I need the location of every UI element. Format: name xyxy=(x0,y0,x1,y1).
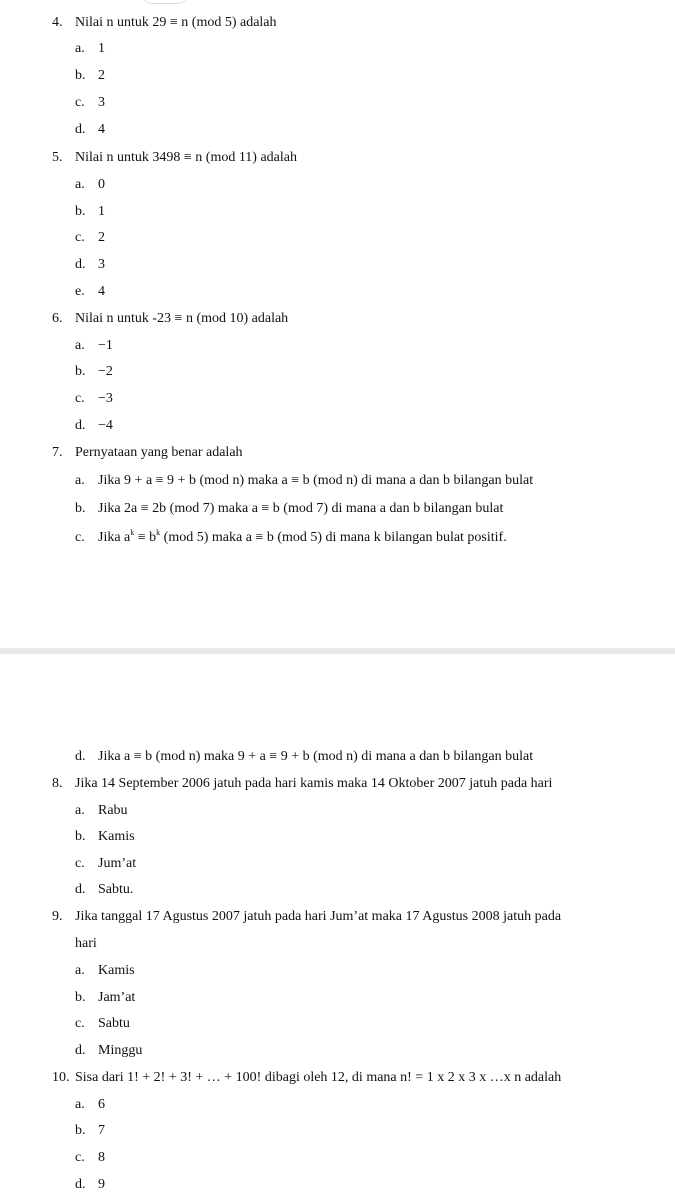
q6-option-c xyxy=(75,390,113,408)
question-text: Pernyataan yang benar adalah xyxy=(75,445,243,460)
superscript: k xyxy=(130,528,135,537)
question-4 xyxy=(52,14,277,32)
q9-option-b xyxy=(75,989,135,1007)
question-6 xyxy=(52,310,288,328)
question-number: 7. xyxy=(52,445,63,460)
option-label: c. xyxy=(75,230,85,245)
option-text: Jika 2a ≡ 2b (mod 7) maka a ≡ b (mod 7) di mana a dan b bilangan bulat xyxy=(98,501,504,516)
option-label: b. xyxy=(75,501,86,516)
option-text: 9 xyxy=(98,1177,105,1192)
option-label: a. xyxy=(75,963,85,978)
option-text: 7 xyxy=(98,1123,105,1138)
option-label: d. xyxy=(75,418,86,433)
q7-option-b xyxy=(75,500,503,518)
q9-option-c xyxy=(75,1015,130,1033)
question-text: Nilai n untuk -23 ≡ n (mod 10) adalah xyxy=(75,311,289,326)
option-label: a. xyxy=(75,1097,85,1112)
option-label: d. xyxy=(75,257,86,272)
option-text: −4 xyxy=(98,418,113,433)
option-label: b. xyxy=(75,1123,86,1138)
option-text: 0 xyxy=(98,177,105,192)
q7-option-a xyxy=(75,472,533,490)
q8-option-d xyxy=(75,881,133,899)
option-label: b. xyxy=(75,364,86,379)
option-text: 3 xyxy=(98,95,105,110)
option-text: 4 xyxy=(98,284,105,299)
option-label: d. xyxy=(75,882,86,897)
option-label: c. xyxy=(75,1016,85,1031)
q6-option-d xyxy=(75,417,113,435)
option-label: d. xyxy=(75,1177,86,1192)
option-text-part: ≡ b xyxy=(134,530,157,545)
question-8 xyxy=(52,775,552,793)
q10-option-c xyxy=(75,1149,105,1167)
q7-option-d xyxy=(75,748,533,766)
q7-option-c xyxy=(75,529,507,547)
question-9 xyxy=(52,908,561,926)
option-label: c. xyxy=(75,1150,85,1165)
q6-option-b xyxy=(75,363,113,381)
option-text: 1 xyxy=(98,41,105,56)
option-text: 1 xyxy=(98,204,105,219)
option-label: a. xyxy=(75,41,85,56)
option-text-part: (mod 5) maka a ≡ b (mod 5) di mana k bilangan bulat positif. xyxy=(160,530,507,545)
q5-option-b xyxy=(75,203,105,221)
option-label: d. xyxy=(75,122,86,137)
option-text: Kamis xyxy=(98,963,135,978)
question-text: Jika 14 September 2006 jatuh pada hari kamis maka 14 Oktober 2007 jatuh pada hari xyxy=(75,776,553,791)
option-text: 2 xyxy=(98,230,105,245)
q5-option-e xyxy=(75,283,105,301)
option-label: b. xyxy=(75,829,86,844)
option-text: Minggu xyxy=(98,1043,143,1058)
question-number: 5. xyxy=(52,150,63,165)
q4-option-a xyxy=(75,40,105,58)
option-label: c. xyxy=(75,391,85,406)
q8-option-a xyxy=(75,802,128,820)
option-label: d. xyxy=(75,749,86,764)
option-label: b. xyxy=(75,990,86,1005)
question-text: Nilai n untuk 29 ≡ n (mod 5) adalah xyxy=(75,15,277,30)
option-label: c. xyxy=(75,530,85,545)
option-text: −3 xyxy=(98,391,113,406)
q6-option-a xyxy=(75,337,113,355)
option-text: Sabtu xyxy=(98,1016,130,1031)
option-text-part: Jika a xyxy=(98,530,131,545)
q8-option-c xyxy=(75,855,136,873)
option-label: a. xyxy=(75,177,85,192)
q8-option-b xyxy=(75,828,135,846)
question-number: 8. xyxy=(52,776,63,791)
superscript: k xyxy=(156,528,161,537)
q5-option-d xyxy=(75,256,105,274)
option-text: 3 xyxy=(98,257,105,272)
q10-option-b xyxy=(75,1122,105,1140)
option-text: Jam’at xyxy=(98,990,136,1005)
question-text: Sisa dari 1! + 2! + 3! + … + 100! dibagi oleh 12, di mana n! = 1 x 2 x 3 x …x n adalah xyxy=(75,1070,562,1085)
option-text: Jika 9 + a ≡ 9 + b (mod n) maka a ≡ b (mod n) di mana a dan b bilangan bulat xyxy=(98,473,534,488)
question-number: 10. xyxy=(52,1070,70,1085)
question-number: 6. xyxy=(52,311,63,326)
option-text: Jum’at xyxy=(98,856,137,871)
question-9-continuation: hari xyxy=(75,936,97,951)
option-text: 2 xyxy=(98,68,105,83)
q4-option-b xyxy=(75,67,105,85)
option-label: c. xyxy=(75,95,85,110)
option-text: 8 xyxy=(98,1150,105,1165)
option-label: a. xyxy=(75,338,85,353)
option-text: Rabu xyxy=(98,803,128,818)
option-label: a. xyxy=(75,803,85,818)
option-text: Jika a ≡ b (mod n) maka 9 + a ≡ 9 + b (mod n) di mana a dan b bilangan bulat xyxy=(98,749,534,764)
q9-option-a xyxy=(75,962,135,980)
q5-option-c xyxy=(75,229,105,247)
question-7 xyxy=(52,444,243,462)
question-number: 4. xyxy=(52,15,63,30)
option-text: 6 xyxy=(98,1097,105,1112)
cropped-text-fragment xyxy=(140,0,190,4)
q5-option-a xyxy=(75,176,105,194)
option-label: b. xyxy=(75,68,86,83)
q9-option-d xyxy=(75,1042,142,1060)
option-text: Sabtu. xyxy=(98,882,134,897)
question-text: Nilai n untuk 3498 ≡ n (mod 11) adalah xyxy=(75,150,298,165)
option-text: Kamis xyxy=(98,829,135,844)
option-label: a. xyxy=(75,473,85,488)
option-label: b. xyxy=(75,204,86,219)
question-10 xyxy=(52,1069,561,1087)
option-label: e. xyxy=(75,284,85,299)
option-text: −1 xyxy=(98,338,113,353)
q4-option-c xyxy=(75,94,105,112)
q10-option-a xyxy=(75,1096,105,1114)
page-bottom xyxy=(0,654,675,1200)
option-label: d. xyxy=(75,1043,86,1058)
question-number: 9. xyxy=(52,909,63,924)
q10-option-d xyxy=(75,1176,105,1194)
option-text: −2 xyxy=(98,364,113,379)
question-5 xyxy=(52,149,297,167)
option-text: 4 xyxy=(98,122,105,137)
option-label: c. xyxy=(75,856,85,871)
question-text: Jika tanggal 17 Agustus 2007 jatuh pada hari Jum’at maka 17 Agustus 2008 jatuh pada xyxy=(75,909,562,924)
q4-option-d xyxy=(75,121,105,139)
